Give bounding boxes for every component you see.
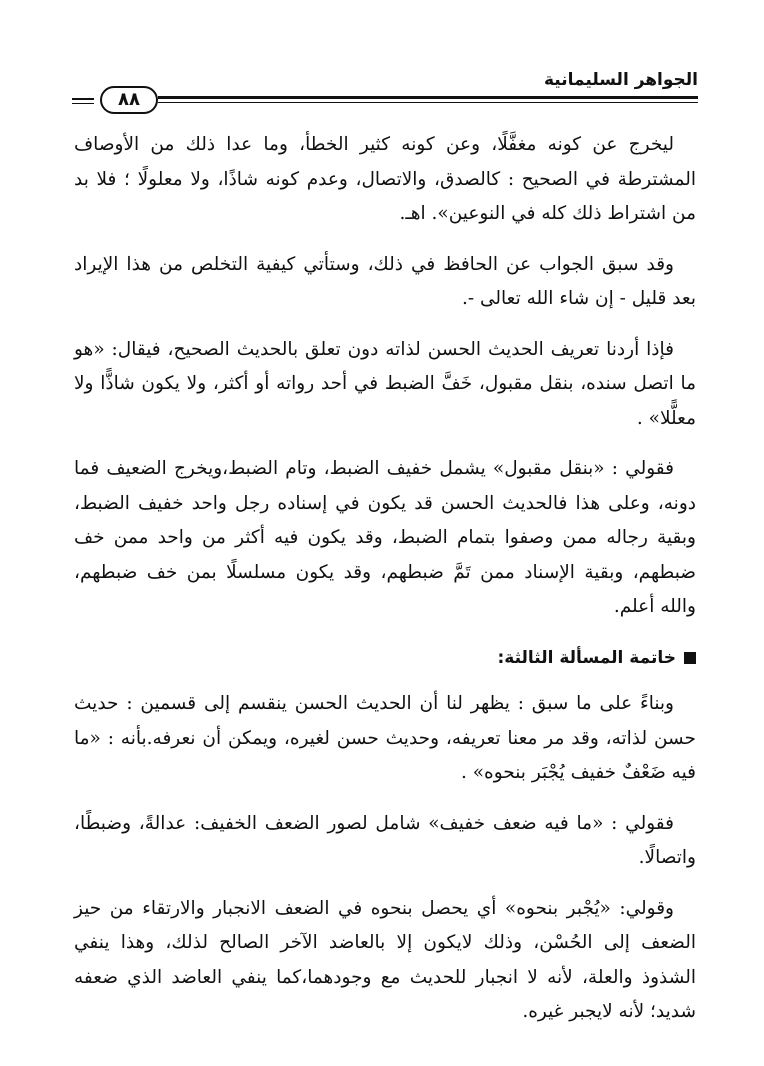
paragraph: وبناءً على ما سبق : يظهر لنا أن الحديث الحسن ينقسم إلى قسمين : حديث حسن لذاته، وقد مر معنا تعريفه، وحديث حسن لغيره، ويمكن أن نعرفه.بأنه : «ما فيه ضَعْفٌ خفيف يُجْبَر بنحوه» .: [74, 693, 696, 783]
body-text: [74, 128, 696, 1046]
paragraph: فإذا أردنا تعريف الحديث الحسن لذاته دون تعلق بالحديث الصحيح، فيقال: «هو ما اتصل سنده، بنقل مقبول، خَفَّ الضبط في أحد رواته أو أكثر، ولا يكون شاذًّا ولا معلًّلا» .: [74, 338, 696, 429]
paragraph: فقولي : «ما فيه ضعف خفيف» شامل لصور الضعف الخفيف: عدالةً، وضبطًا، واتصالًا.: [74, 812, 696, 868]
square-bullet-icon: [684, 652, 696, 664]
paragraph: فقولي : «بنقل مقبول» يشمل خفيف الضبط، وتام الضبط،ويخرج الضعيف فما دونه، وعلى هذا فالحديث الحسن قد يكون في إسناده رجل واحد خفيف الضبط، وبقية رجاله ممن وصفوا بتمام الضبط، وقد يكون فيه أكثر من واحد ممن خف ضبطهم، وبقية الإسناد ممن تَمَّ ضبطهم، وقد يكون مسلسلًا بمن خف ضبطهم، والله أعلم.: [74, 458, 696, 617]
header-rule: [158, 96, 698, 99]
section-heading-text: خاتمة المسألة الثالثة:: [497, 647, 676, 668]
running-header: [72, 70, 698, 110]
paragraph: وقد سبق الجواب عن الحافظ في ذلك، وستأتي كيفية التخلص من هذا الإيراد بعد قليل - إن شاء الله تعالى -.: [74, 253, 696, 309]
paragraph: وقولي: «يُجْبر بنحوه» أي يحصل بنحوه في الضعف الانجبار والارتقاء من حيز الضعف إلى الحُسْن، وذلك لايكون إلا بالعاضد الآخر الصالح لذلك، وهذا ينفي الشذوذ والعلة، لأنه لا انجبار للحديث مع وجودهما،كما ينفي العاضد الذي ضعفه شديد؛ لأنه لايجبر غيره.: [74, 897, 696, 1022]
running-title: الجواهر السليمانية: [543, 70, 698, 90]
page-number: ٨٨: [100, 86, 158, 114]
section-heading: [74, 641, 696, 676]
paragraph: ليخرج عن كونه مغفَّلًا، وعن كونه كثير الخطأ، وما عدا ذلك من الأوصاف المشترطة في الصحيح : كالصدق، والاتصال، وعدم كونه شاذًا، ولا معلولًا ؛ فلا بد من اشتراط ذلك كله في النوعين». اهـ.: [74, 134, 696, 224]
header-rule-left-thin: [72, 103, 94, 104]
header-rule-thin: [158, 102, 698, 103]
header-rule-left: [72, 98, 94, 100]
